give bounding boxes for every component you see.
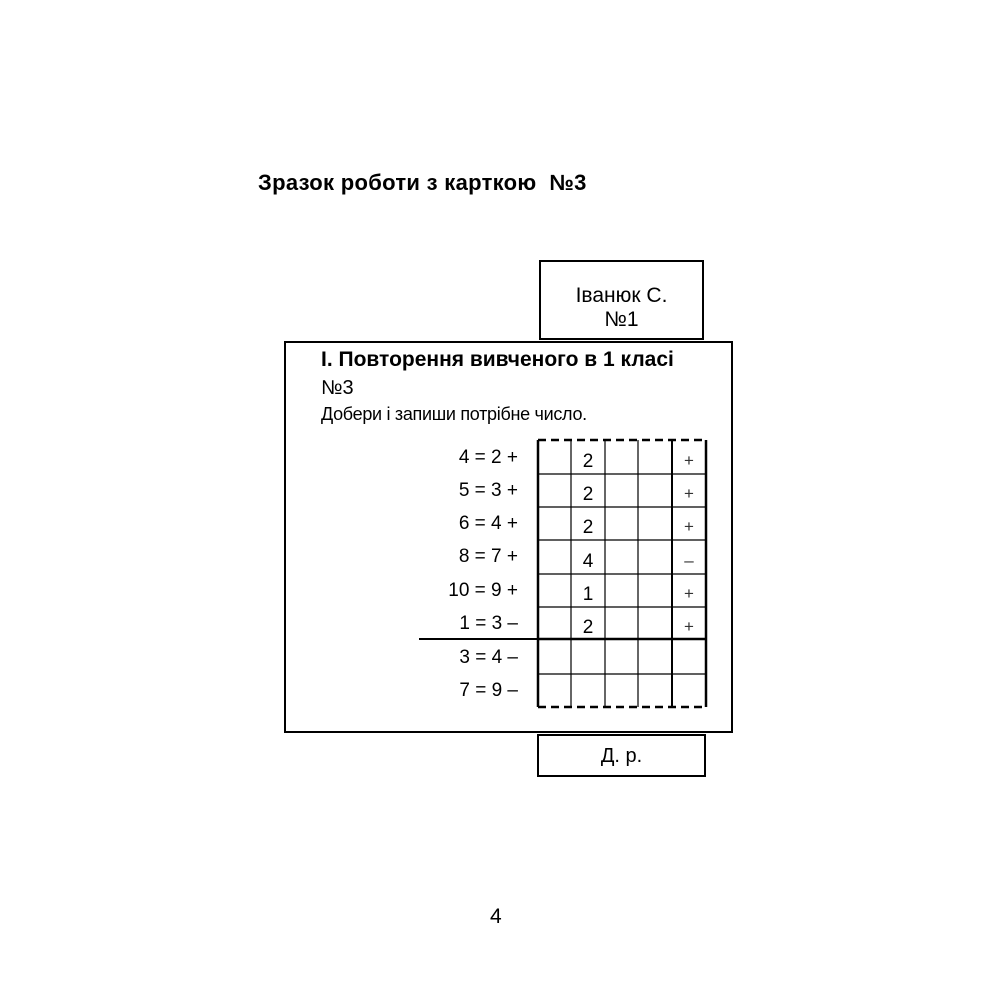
- page-title: Зразок роботи з карткою №3: [258, 170, 587, 195]
- mark-cell: –: [684, 551, 694, 570]
- student-name: Іванюк С.: [575, 284, 668, 307]
- equation-row-6: 1 = 3 –: [459, 613, 518, 634]
- equation-row-5: 10 = 9 +: [448, 580, 518, 601]
- equation-row-1: 4 = 2 +: [458, 447, 518, 468]
- mark-cell: +: [684, 517, 694, 536]
- mark-cell: +: [684, 451, 694, 470]
- equation-row-4: 8 = 7 +: [458, 546, 518, 567]
- equation-row-8: 7 = 9 –: [459, 680, 518, 701]
- divider-line: [419, 638, 539, 640]
- student-number: №1: [604, 308, 639, 331]
- mark-cell: +: [684, 584, 694, 603]
- section-title: І. Повторення вивченого в 1 класі: [321, 348, 674, 371]
- mark-cell: +: [684, 617, 694, 636]
- student-tab: [539, 260, 704, 340]
- answer-cell: 2: [582, 484, 594, 505]
- equation-row-3: 6 = 4 +: [458, 513, 518, 534]
- answer-grid: [530, 432, 715, 717]
- page-number: 4: [490, 905, 502, 928]
- task-instruction: Добери і запиши потрібне число.: [321, 404, 587, 424]
- answer-cell: 2: [582, 617, 594, 638]
- equation-row-7: 3 = 4 –: [459, 647, 518, 668]
- homework-tab: Д. р.: [537, 734, 706, 777]
- task-number: №3: [321, 377, 354, 399]
- answer-cell: 1: [582, 584, 594, 605]
- answer-cell: 2: [582, 517, 594, 538]
- equation-row-2: 5 = 3 +: [458, 480, 518, 501]
- answer-cell: 2: [582, 451, 594, 472]
- mark-cell: +: [684, 484, 694, 503]
- answer-cell: 4: [582, 551, 594, 572]
